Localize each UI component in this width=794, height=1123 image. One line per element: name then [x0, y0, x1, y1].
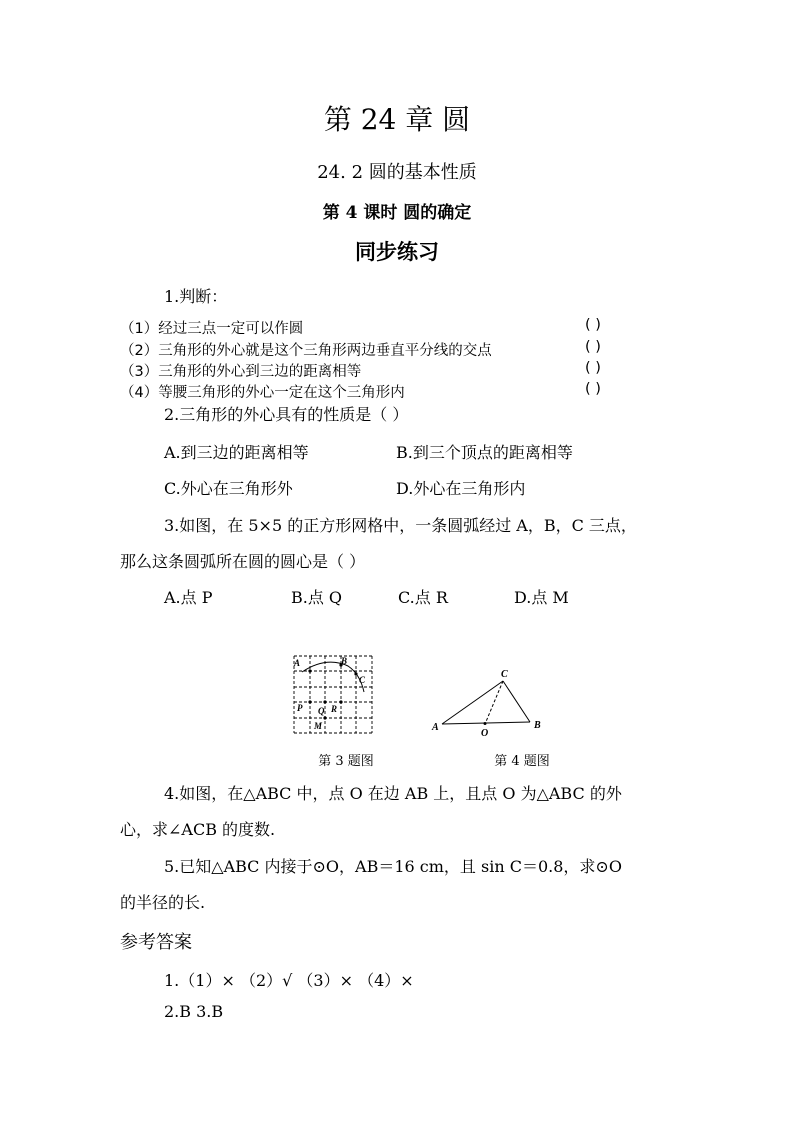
- question-5-line-2: 的半径的长.: [120, 893, 206, 912]
- q1-item-1: （1）经过三点一定可以作圆: [120, 321, 304, 337]
- label-c: C: [359, 675, 366, 685]
- question-3-line-1: 3.如图，在 5×5 的正方形网格中，一条圆弧经过 A，B，C 三点，: [164, 516, 637, 535]
- label-c: C: [501, 669, 508, 680]
- label-a: A: [432, 722, 439, 733]
- point-m: [323, 716, 326, 719]
- question-4-line-1: 4.如图，在△ABC 中，点 O 在边 AB 上，且点 O 为△ABC 的外: [164, 784, 622, 803]
- q1-item-3-answer-paren: ( ): [585, 360, 601, 376]
- label-a: A: [294, 658, 301, 668]
- point-r: [339, 700, 342, 703]
- q2-option-a: A.到三边的距离相等: [164, 443, 309, 462]
- answer-2-3: 2.B 3.B: [164, 1002, 224, 1021]
- q1-item-2: （2）三角形的外心就是这个三角形两边垂直平分线的交点: [120, 343, 492, 359]
- figure-4-caption: 第 4 题图: [494, 754, 550, 769]
- label-o: O: [481, 728, 489, 739]
- question-1-stem: 1.判断：: [164, 287, 228, 306]
- question-2-stem: 2.三角形的外心具有的性质是（ ）: [164, 405, 409, 424]
- answer-1: 1.（1）× （2）√ （3）× （4）×: [164, 971, 414, 990]
- q1-item-4: （4）等腰三角形的外心一定在这个三角形内: [120, 385, 405, 401]
- answers-heading: 参考答案: [120, 932, 192, 953]
- point-p: [308, 700, 311, 703]
- figure-3-caption: 第 3 题图: [318, 754, 374, 769]
- side-ac: [442, 681, 503, 724]
- point-o: [484, 722, 487, 725]
- q3-option-a: A.点 P: [164, 588, 213, 607]
- figure-4-triangle: [430, 662, 550, 742]
- point-c: [354, 672, 357, 675]
- q2-option-b: B.到三个顶点的距离相等: [396, 443, 573, 462]
- point-q: [323, 700, 326, 703]
- q1-item-4-answer-paren: ( ): [585, 381, 601, 397]
- label-b: B: [534, 720, 541, 731]
- q3-option-d: D.点 M: [514, 588, 569, 607]
- question-3-line-2: 那么这条圆弧所在圆的圆心是（ ）: [120, 552, 366, 571]
- label-p: P: [297, 703, 303, 713]
- q1-item-2-answer-paren: ( ): [585, 339, 601, 355]
- q3-option-c: C.点 R: [398, 588, 448, 607]
- side-bc: [503, 681, 530, 722]
- chapter-title: 第 24 章 圆: [323, 103, 471, 136]
- question-4-line-2: 心，求∠ACB 的度数.: [120, 820, 276, 839]
- exercise-heading: 同步练习: [355, 239, 439, 264]
- label-m: M: [314, 721, 323, 731]
- q3-option-b: B.点 Q: [291, 588, 343, 607]
- question-5-line-1: 5.已知△ABC 内接于⊙O，AB＝16 cm，且 sin C＝0.8，求⊙O: [164, 857, 622, 876]
- point-a: [308, 669, 311, 672]
- label-r: R: [331, 704, 338, 714]
- lesson-title: 第 4 课时 圆的确定: [322, 203, 472, 223]
- circle-arc: [302, 662, 364, 692]
- label-q: Q: [318, 706, 325, 716]
- q1-item-1-answer-paren: ( ): [585, 317, 601, 333]
- label-b: B: [341, 656, 348, 666]
- q1-item-3: （3）三角形的外心到三边的距离相等: [120, 364, 362, 380]
- section-title: 24. 2 圆的基本性质: [317, 162, 477, 183]
- figure-3-grid: [286, 652, 386, 752]
- q2-option-d: D.外心在三角形内: [396, 479, 526, 498]
- q2-option-c: C.外心在三角形外: [164, 479, 293, 498]
